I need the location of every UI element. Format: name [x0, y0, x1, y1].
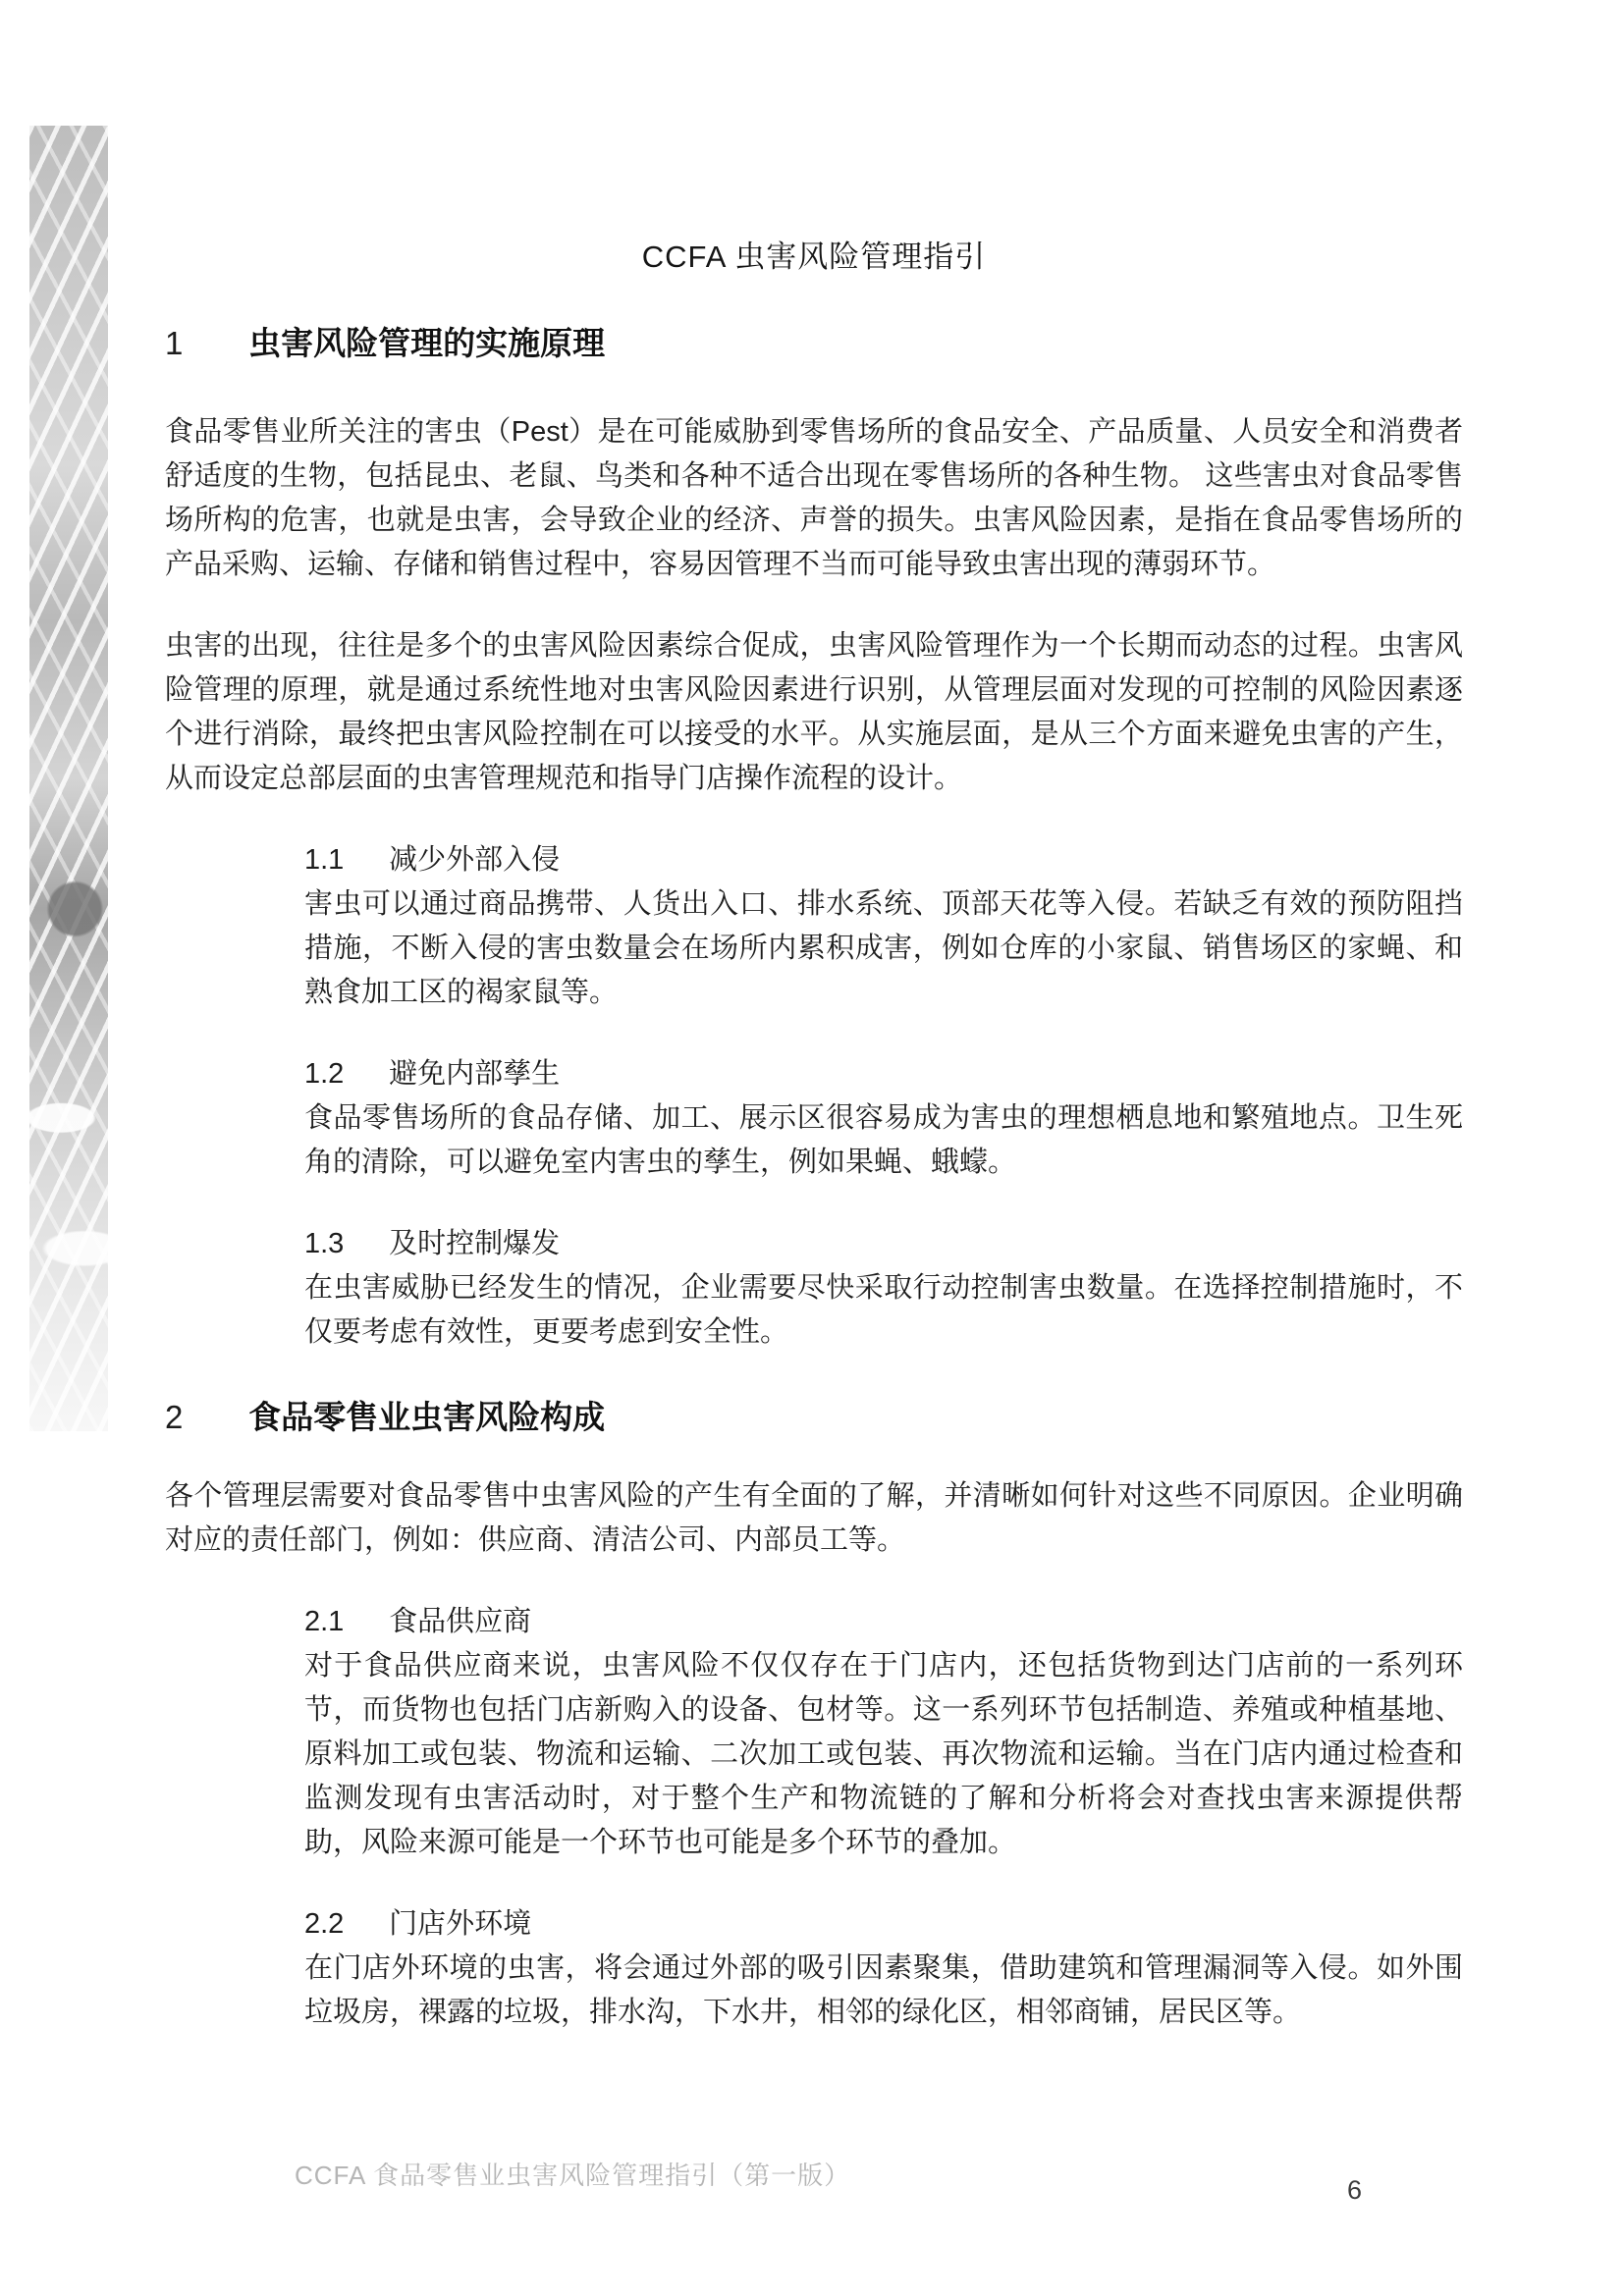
subsection-heading: [304, 1222, 1463, 1266]
subsection-2-1: [304, 1600, 1463, 1865]
subsection-body: 食品零售场所的食品存储、加工、展示区很容易成为害虫的理想栖息地和繁殖地点。卫生死角的清除，可以避免室内害虫的孳生，例如果蝇、蛾蠓。: [304, 1102, 1463, 1178]
paragraph: 食品零售业所关注的害虫（Pest）是在可能威胁到零售场所的食品安全、产品质量、人员安全和消费者舒适度的生物，包括昆虫、老鼠、鸟类和各种不适合出现在零售场所的各种生物。 这些害虫对食品零售场所构的危害，也就是虫害，会导致企业的经济、声誉的损失。虫害风险因素，是指在食品零售场所的产品采购、运输、存储和销售过程中，容易因管理不当而可能导致虫害出现的薄弱环节。: [165, 416, 1463, 580]
subsection-body: 对于食品供应商来说，虫害风险不仅仅存在于门店内，还包括货物到达门店前的一系列环节，而货物也包括门店新购入的设备、包材等。这一系列环节包括制造、养殖或种植基地、原料加工或包装、物流和运输、二次加工或包装、再次物流和运输。当在门店内通过检查和监测发现有虫害活动时，对于整个生产和物流链的了解和分析将会对查找虫害来源提供帮助，风险来源可能是一个环节也可能是多个环节的叠加。: [304, 1650, 1463, 1858]
section-1-heading: [165, 324, 1463, 363]
subsection-title: 减少外部入侵: [389, 844, 561, 876]
section-2-title: 食品零售业虫害风险构成: [248, 1399, 606, 1435]
subsection-body: 害虫可以通过商品携带、人货出入口、排水系统、顶部天花等入侵。若缺乏有效的预防阻挡措施，不断入侵的害虫数量会在场所内累积成害，例如仓库的小家鼠、销售场区的家蝇、和熟食加工区的褐家鼠等。: [304, 888, 1463, 1008]
document-content: [165, 0, 1463, 2035]
subsection-1-3: [304, 1222, 1463, 1355]
subsection-body: 在虫害威胁已经发生的情况，企业需要尽快采取行动控制害虫数量。在选择控制措施时，不仅要考虑有效性，更要考虑到安全性。: [304, 1272, 1463, 1348]
page-title: CCFA 虫害风险管理指引: [641, 240, 987, 274]
section-1-title: 虫害风险管理的实施原理: [248, 325, 606, 361]
subsection-heading: [304, 1600, 1463, 1644]
subsection-1-2: [304, 1052, 1463, 1185]
section-2-heading: [165, 1398, 1463, 1437]
subsection-title: 避免内部孳生: [389, 1058, 561, 1090]
subsection-number: 1.2: [304, 1058, 345, 1090]
subsection-title: 及时控制爆发: [389, 1228, 561, 1259]
subsection-number: 2.1: [304, 1606, 345, 1637]
subsection-2-2: [304, 1902, 1463, 2035]
paragraph: 虫害的出现，往往是多个的虫害风险因素综合促成，虫害风险管理作为一个长期而动态的过程。虫害风险管理的原理，就是通过系统性地对虫害风险因素进行识别，从管理层面对发现的可控制的风险因素逐个进行消除，最终把虫害风险控制在可以接受的水平。从实施层面，是从三个方面来避免虫害的产生，从而设定总部层面的虫害管理规范和指导门店操作流程的设计。: [165, 630, 1463, 794]
subsection-heading: [304, 838, 1463, 882]
paragraph: 各个管理层需要对食品零售中虫害风险的产生有全面的了解，并清晰如何针对这些不同原因。企业明确对应的责任部门，例如：供应商、清洁公司、内部员工等。: [165, 1480, 1463, 1556]
section-1: [165, 324, 1463, 1355]
decorative-photo-strip: [29, 126, 108, 1431]
section-1-number: 1: [165, 325, 184, 361]
section-2-number: 2: [165, 1399, 184, 1435]
subsection-title: 门店外环境: [389, 1908, 532, 1940]
subsection-body: 在门店外环境的虫害，将会通过外部的吸引因素聚集，借助建筑和管理漏洞等入侵。如外围垃圾房，裸露的垃圾，排水沟，下水井，相邻的绿化区，相邻商铺，居民区等。: [304, 1952, 1463, 2028]
section-2: [165, 1398, 1463, 2035]
subsection-1-1: [304, 838, 1463, 1015]
subsection-number: 2.2: [304, 1908, 345, 1940]
footer-doc-title: CCFA 食品零售业虫害风险管理指引（第一版）: [295, 2161, 851, 2190]
subsection-heading: [304, 1052, 1463, 1096]
page-number: 6: [1347, 2175, 1363, 2205]
subsection-number: 1.3: [304, 1228, 345, 1259]
subsection-title: 食品供应商: [389, 1606, 532, 1637]
subsection-heading: [304, 1902, 1463, 1947]
subsection-number: 1.1: [304, 844, 345, 876]
